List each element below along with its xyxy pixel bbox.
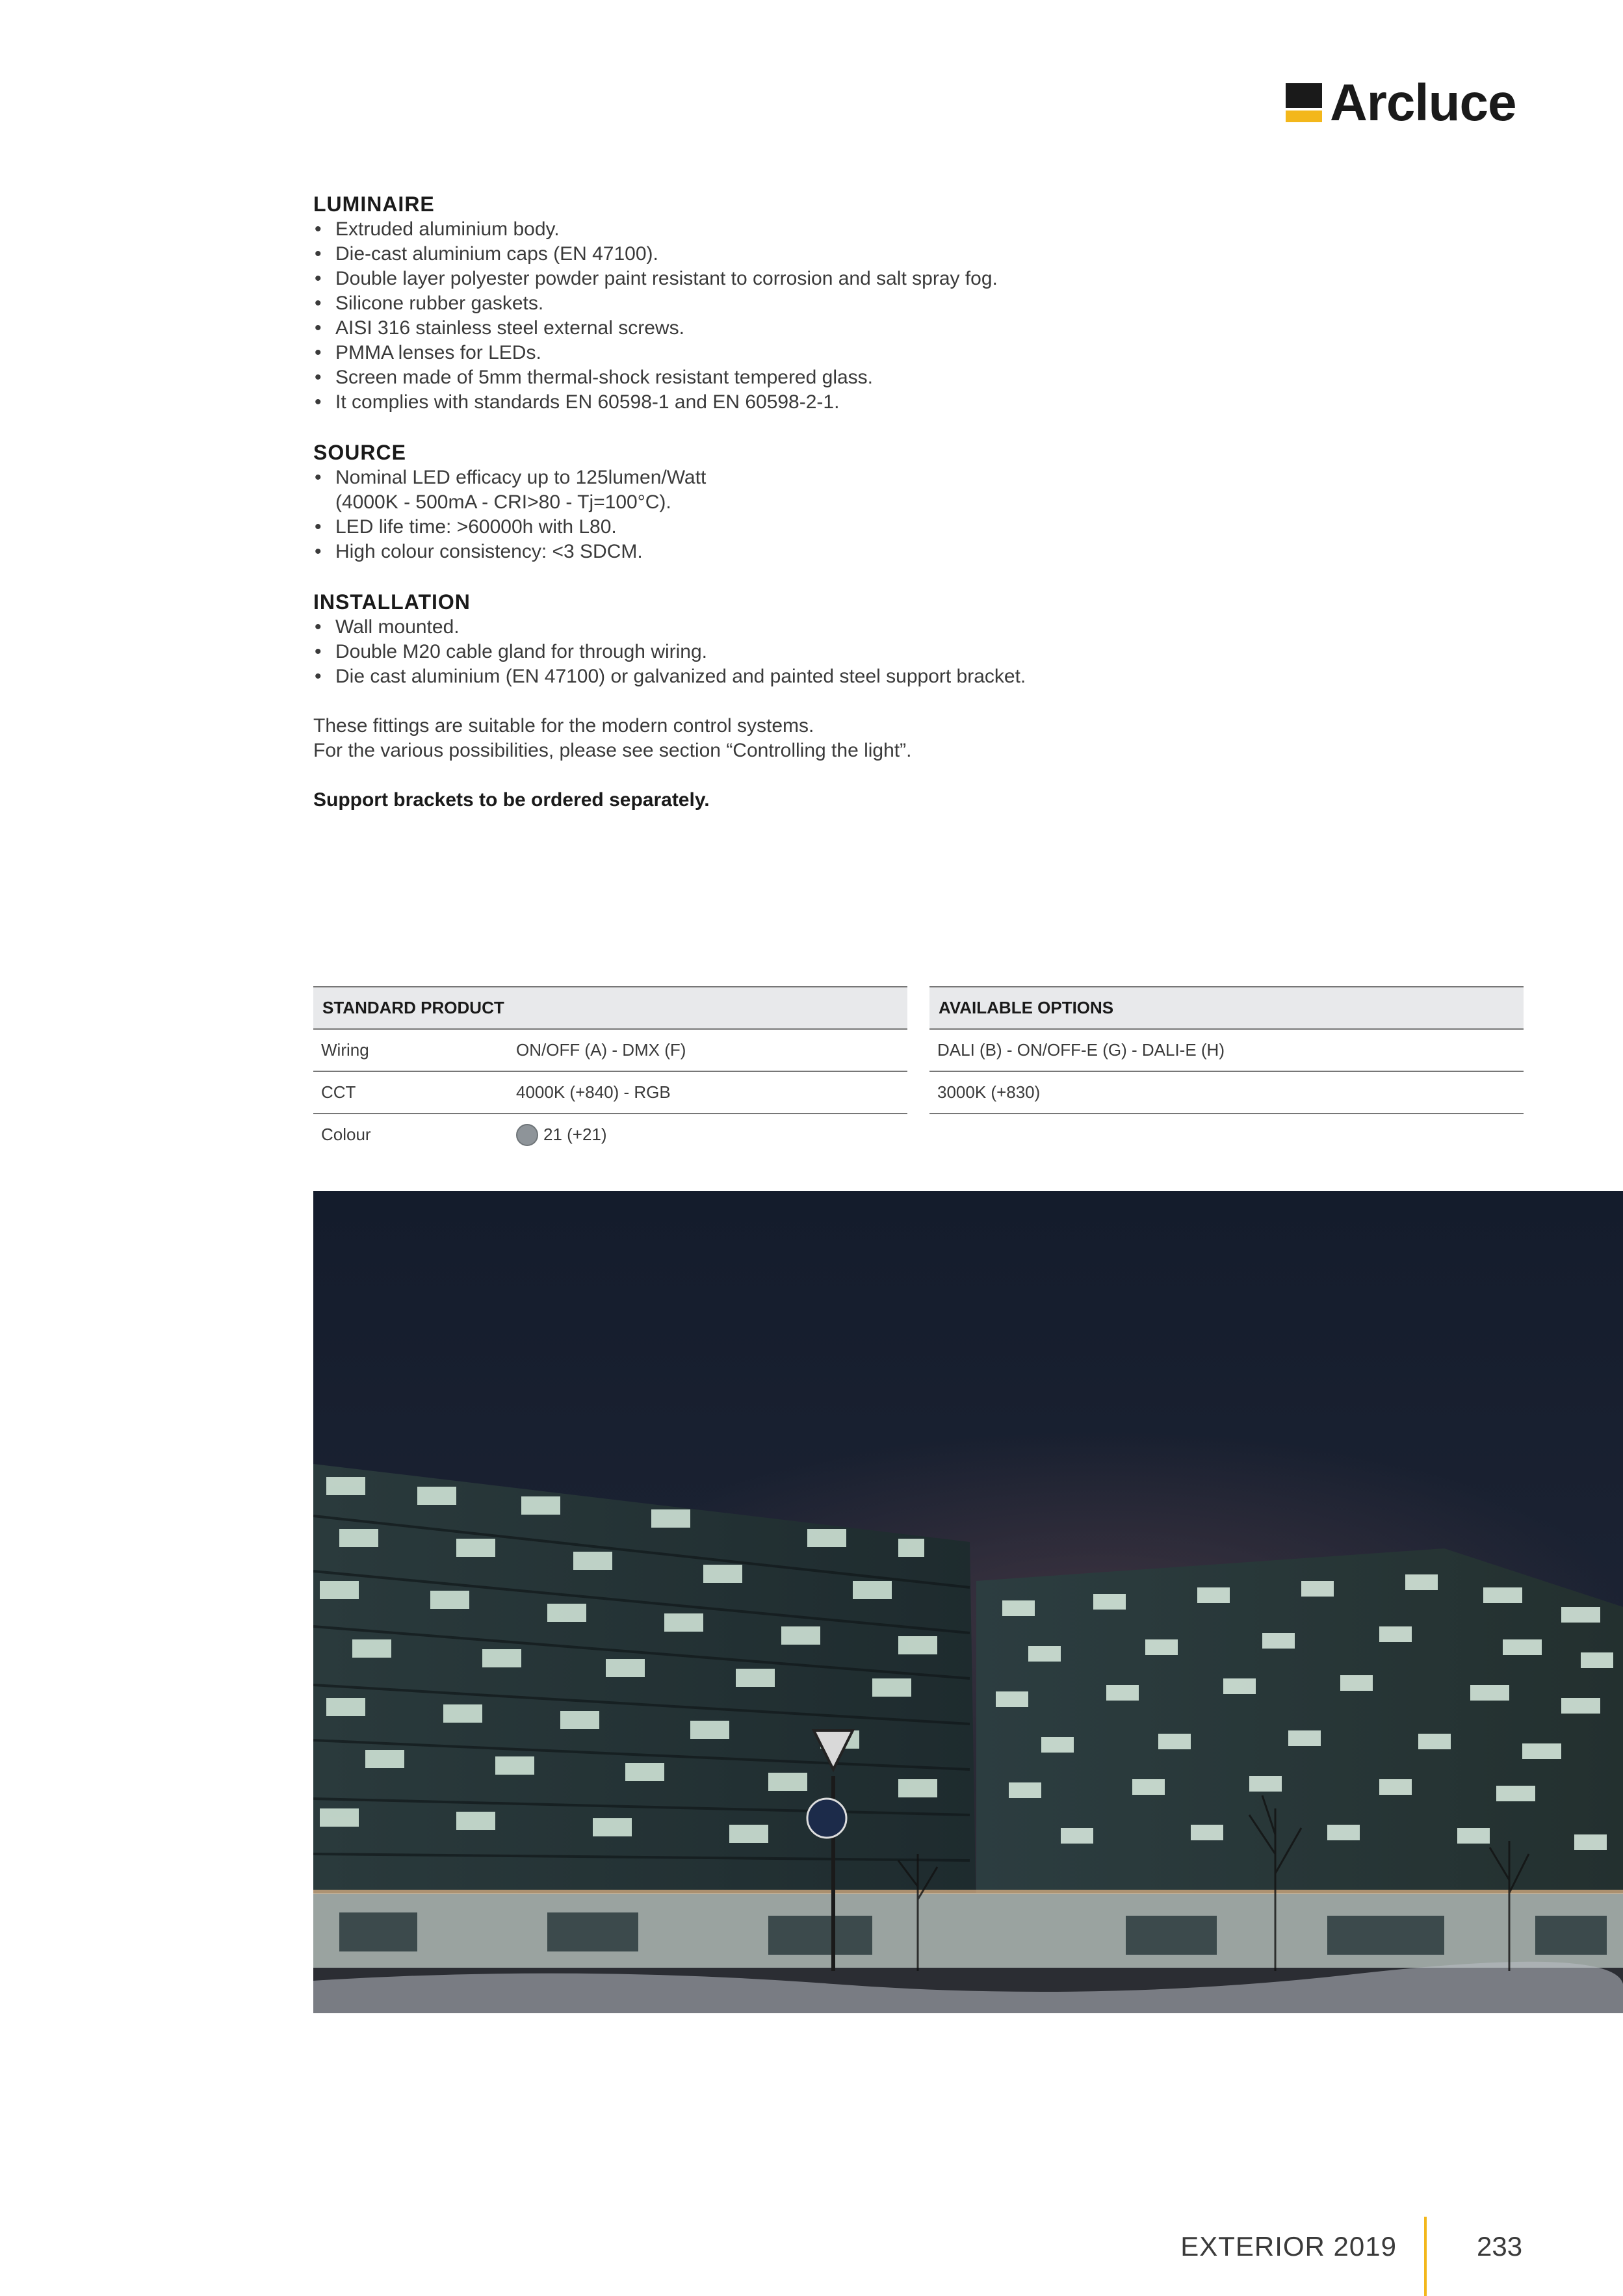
list-item: • Die cast aluminium (EN 47100) or galvanized and painted steel support bracket.	[313, 664, 1223, 689]
row-value	[516, 1114, 607, 1155]
logo-mark-icon	[1286, 83, 1322, 122]
list-item: • It complies with standards EN 60598-1 and EN 60598-2-1.	[313, 390, 1223, 415]
list-item	[313, 465, 1223, 515]
row-label: Wiring	[321, 1040, 369, 1060]
control-systems-note: These fittings are suitable for the modern control systems.	[313, 715, 814, 737]
list-item-line: Nominal LED efficacy up to 125lumen/Watt	[335, 467, 707, 488]
brand-logo	[1286, 73, 1516, 131]
row-label: CCT	[321, 1082, 356, 1102]
footer-separator	[1424, 2217, 1427, 2296]
table-row	[313, 1030, 907, 1072]
page-number: 233	[1477, 2231, 1523, 2262]
table-row	[929, 1030, 1524, 1072]
list-item: • Extruded aluminium body.	[313, 217, 1223, 242]
list-item: • High colour consistency: <3 SDCM.	[313, 540, 1223, 564]
list-item-line: (4000K - 500mA - CRI>80 - Tj=100°C).	[335, 491, 671, 513]
row-label: Colour	[321, 1125, 371, 1144]
catalogue-section-label: EXTERIOR 2019	[1180, 2231, 1397, 2262]
section-title: LUMINAIRE	[313, 192, 435, 216]
list-item: • Silicone rubber gaskets.	[313, 291, 1223, 316]
list-item: • Wall mounted.	[313, 615, 1223, 640]
colour-code: 21 (+21)	[543, 1125, 607, 1144]
list-item: • Die-cast aluminium caps (EN 47100).	[313, 242, 1223, 267]
row-value: 4000K (+840) - RGB	[516, 1082, 671, 1102]
colour-swatch	[516, 1124, 538, 1146]
building-photo-illustration	[313, 1191, 1623, 2013]
section-installation	[313, 589, 1223, 689]
controlling-light-note: For the various possibilities, please see section “Controlling the light”.	[313, 740, 912, 761]
row-value: ON/OFF (A) - DMX (F)	[516, 1040, 686, 1060]
table-header: AVAILABLE OPTIONS	[929, 987, 1524, 1030]
bullet-list	[313, 615, 1223, 689]
section-title: INSTALLATION	[313, 590, 471, 614]
bullet-list	[313, 217, 1223, 415]
list-item: • Double layer polyester powder paint resistant to corrosion and salt spray fog.	[313, 267, 1223, 291]
row-value: DALI (B) - ON/OFF-E (G) - DALI-E (H)	[937, 1040, 1225, 1060]
table-row	[929, 1072, 1524, 1114]
bullet-list	[313, 465, 1223, 564]
list-item: • PMMA lenses for LEDs.	[313, 341, 1223, 365]
row-value: 3000K (+830)	[937, 1082, 1041, 1102]
brackets-note: Support brackets to be ordered separately.	[313, 789, 710, 811]
specifications	[313, 191, 1223, 813]
table-row	[313, 1072, 907, 1114]
list-item: • LED life time: >60000h with L80.	[313, 515, 1223, 540]
available-options-table	[929, 986, 1524, 1114]
section-title: SOURCE	[313, 441, 406, 464]
brand-name: Arcluce	[1330, 73, 1516, 131]
standard-product-table	[313, 986, 907, 1155]
list-item: • Double M20 cable gland for through wiring.	[313, 640, 1223, 664]
night-building-photo	[313, 1191, 1623, 2013]
list-item: • AISI 316 stainless steel external screws.	[313, 316, 1223, 341]
list-item: • Screen made of 5mm thermal-shock resistant tempered glass.	[313, 365, 1223, 390]
table-header: STANDARD PRODUCT	[313, 987, 907, 1030]
table-row	[313, 1114, 907, 1155]
section-source	[313, 439, 1223, 564]
section-luminaire	[313, 191, 1223, 415]
page-footer	[0, 2217, 1623, 2296]
